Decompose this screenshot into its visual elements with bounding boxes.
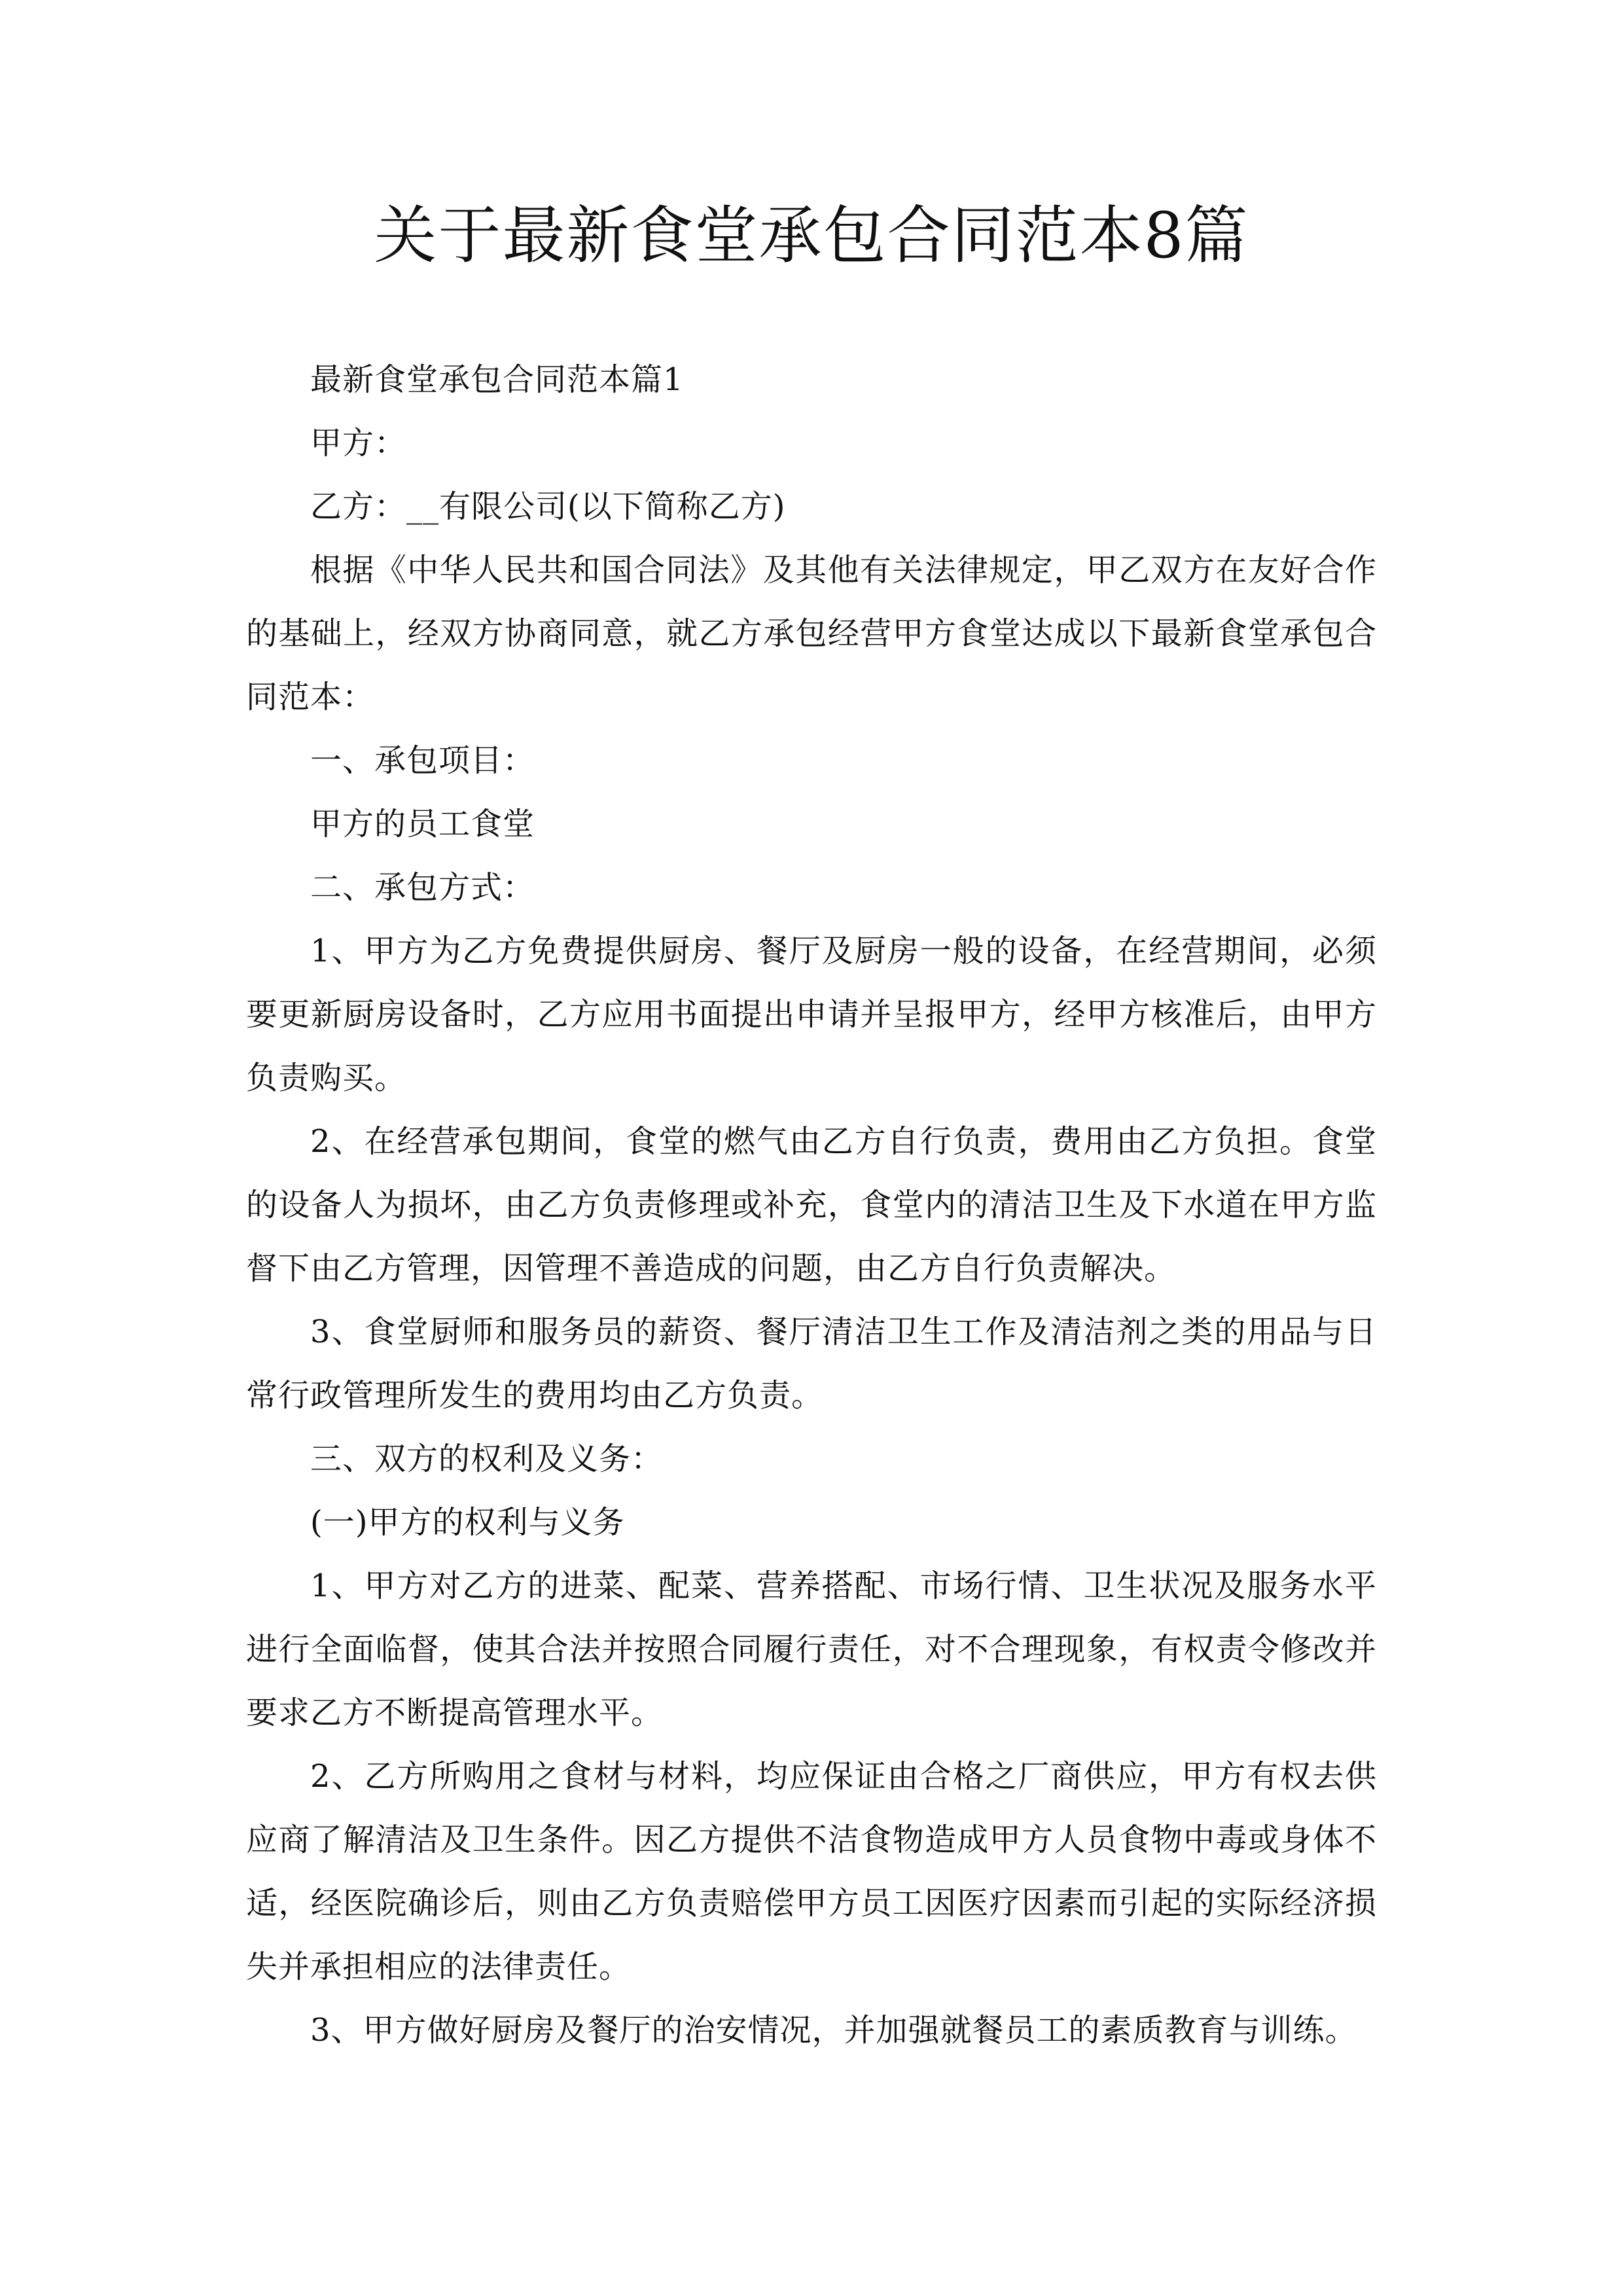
party-a-clause-3: 3、甲方做好厨房及餐厅的治安情况，并加强就餐员工的素质教育与训练。 [310,2012,1357,2049]
method-clause-2: 2、在经营承包期间，食堂的燃气由乙方自行负责，费用由乙方负担。食堂的设备人为损坏，由乙方负责修理或补充，食堂内的清洁卫生及下水道在甲方监督下由乙方管理，因管理不善造成的问题，由乙方自行负责解决。 [246,1123,1377,1287]
heading-contract-item: 一、承包项目： [310,742,535,779]
document-body [246,348,1377,2062]
section-heading-contract-1: 最新食堂承包合同范本篇1 [310,361,684,398]
heading-rights-obligations: 三、双方的权利及义务： [310,1441,664,1477]
subheading-party-a-rights: (一)甲方的权利与义务 [310,1504,625,1541]
party-a-clause-1: 1、甲方对乙方的进菜、配菜、营养搭配、市场行情、卫生状况及服务水平进行全面临督，使其合法并按照合同履行责任，对不合理现象，有权责令修改并要求乙方不断提高管理水平。 [246,1568,1377,1731]
heading-contract-method: 二、承包方式： [310,869,535,906]
party-a-line: 甲方： [310,425,407,461]
party-b-line: 乙方：__有限公司(以下简称乙方) [310,488,786,525]
preamble-paragraph: 根据《中华人民共和国合同法》及其他有关法律规定，甲乙双方在友好合作的基础上，经双方协商同意，就乙方承包经营甲方食堂达成以下最新食堂承包合同范本： [246,552,1377,715]
document-title: 关于最新食堂承包合同范本8篇 [374,199,1249,272]
method-clause-1: 1、甲方为乙方免费提供厨房、餐厅及厨房一般的设备，在经营期间，必须要更新厨房设备时，乙方应用书面提出申请并呈报甲方，经甲方核准后，由甲方负责购买。 [246,933,1377,1096]
contract-item-paragraph: 甲方的员工食堂 [310,806,535,842]
party-a-clause-2: 2、乙方所购用之食材与材料，均应保证由合格之厂商供应，甲方有权去供应商了解清洁及卫生条件。因乙方提供不洁食物造成甲方人员食物中毒或身体不适，经医院确诊后，则由乙方负责赔偿甲方员工因医疗因素而引起的实际经济损失并承担相应的法律责任。 [246,1758,1377,1985]
method-clause-3: 3、食堂厨师和服务员的薪资、餐厅清洁卫生工作及清洁剂之类的用品与日常行政管理所发生的费用均由乙方负责。 [246,1314,1377,1414]
